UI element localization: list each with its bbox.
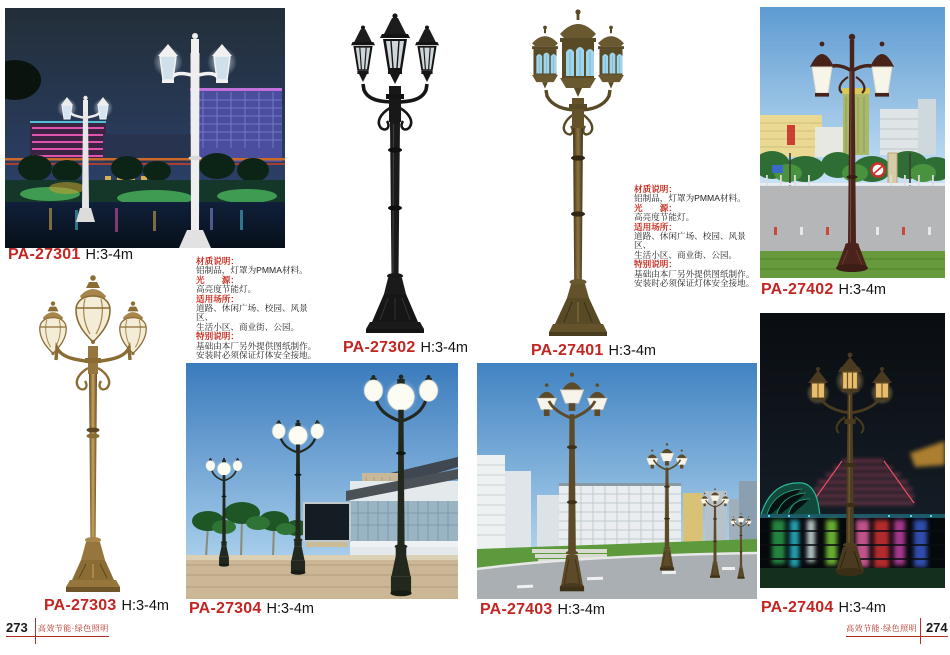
spec-line: 铝制品，灯罩为PMMA材料。: [196, 265, 308, 276]
product-label-pa-27301: [8, 246, 133, 264]
photo-pa-27304: [186, 363, 458, 599]
product-label-pa-27303: [44, 597, 169, 615]
product-code: PA-27403: [480, 601, 553, 618]
product-height: H:3-4m: [85, 247, 134, 263]
spec-line: 基础由本厂另外提供图纸制作。: [634, 268, 755, 279]
product-height: H:3-4m: [266, 601, 315, 617]
spec-line: 高亮度节能灯。: [634, 212, 695, 223]
office-street-scene: [477, 363, 757, 599]
product-height: H:3-4m: [838, 600, 887, 616]
page-number-right: 274: [925, 620, 948, 635]
product-code: PA-27303: [44, 597, 117, 614]
footer-slogan-right: 高效节能·绿色照明: [846, 624, 917, 633]
photo-pa-27404: [760, 313, 945, 588]
product-code: PA-27301: [8, 246, 81, 263]
lamp-image-pa-27303: [28, 272, 158, 596]
photo-pa-27402: [760, 7, 945, 278]
footer-slogan-left: 高效节能·绿色照明: [37, 624, 109, 633]
footer-divider: [35, 618, 36, 644]
spec-block-left: [196, 257, 322, 360]
spec-line: 铝制品，灯罩为PMMA材料。: [634, 193, 746, 204]
spec-line: 道路、休闲广场、校园、风景区、: [196, 303, 308, 323]
footer-left: [6, 620, 109, 637]
product-label-pa-27304: [189, 600, 314, 618]
plaza-scene: [186, 363, 458, 599]
product-label-pa-27402: [761, 281, 886, 299]
spec-heading: 特别说明：: [634, 259, 677, 270]
footer-divider: [920, 618, 921, 644]
product-label-pa-27403: [480, 601, 605, 619]
spec-line: 道路、休闲广场、校园、风景区、: [634, 231, 746, 251]
product-code: PA-27304: [189, 600, 262, 617]
product-height: H:3-4m: [420, 340, 469, 356]
product-height: H:3-4m: [557, 602, 606, 618]
night-waterfront-scene: [760, 313, 945, 588]
spec-heading: 光 源：: [196, 274, 239, 285]
spec-block-right: [634, 185, 760, 288]
product-label-pa-27401: [531, 342, 656, 360]
product-code: PA-27401: [531, 342, 604, 359]
product-code: PA-27302: [343, 339, 416, 356]
page-number-left: 273: [6, 620, 28, 635]
footer-right: [846, 620, 948, 637]
spec-line: 生活小区、商业街、公园。: [634, 249, 738, 260]
photo-pa-27403: [477, 363, 757, 599]
spec-heading: 光 源：: [634, 202, 677, 213]
spec-line: 安装时必须保证灯体安全接地。: [634, 278, 755, 289]
product-label-pa-27302: [343, 339, 468, 357]
spec-heading: 特别说明：: [196, 331, 239, 342]
bronze-three-head-lamp: [518, 6, 638, 340]
spec-heading: 材质说明：: [196, 256, 239, 266]
photo-pa-27301: [5, 8, 285, 248]
spec-line: 高亮度节能灯。: [196, 284, 257, 295]
product-height: H:3-4m: [121, 598, 170, 614]
product-code: PA-27402: [761, 281, 834, 298]
lamp-image-pa-27401: [518, 6, 638, 340]
spec-heading: 适用场所：: [634, 221, 677, 232]
product-code: PA-27404: [761, 599, 834, 616]
day-street-scene: [760, 7, 945, 278]
gold-three-head-lamp: [28, 272, 158, 596]
night-plaza-scene: [5, 8, 285, 248]
product-label-pa-27404: [761, 599, 886, 617]
spec-heading: 材质说明：: [634, 184, 677, 194]
lamp-image-pa-27302: [330, 8, 460, 336]
spec-heading: 适用场所：: [196, 293, 239, 304]
spec-line: 基础由本厂另外提供图纸制作。: [196, 340, 317, 351]
product-height: H:3-4m: [608, 343, 657, 359]
spec-line: 安装时必须保证灯体安全接地。: [196, 350, 317, 361]
spec-line: 生活小区、商业街、公园。: [196, 321, 300, 332]
product-height: H:3-4m: [838, 282, 887, 298]
black-three-head-lamp: [330, 8, 460, 336]
